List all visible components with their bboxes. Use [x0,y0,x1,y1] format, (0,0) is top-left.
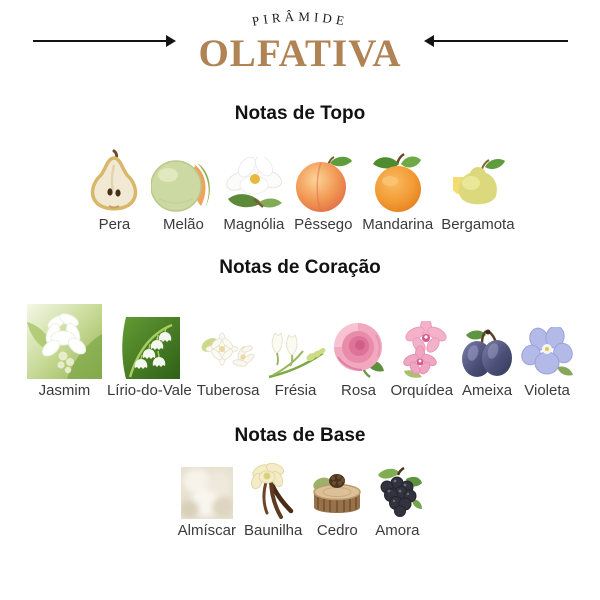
note-item-mandarina [362,145,433,235]
note-item-amora [372,463,422,541]
violet-icon [521,303,573,379]
note-item-orquidea [391,303,454,401]
mandarin-icon [369,145,427,213]
note-item-ameixa [458,303,516,401]
note-label: Tuberosa [196,382,260,399]
section-heading-top: Notas de Topo [234,103,366,124]
lily-of-the-valley-icon [118,303,180,379]
magnolia-icon [224,145,284,213]
pear-icon [85,145,143,213]
tuberose-icon [200,303,256,379]
arrow-head [424,35,434,47]
note-item-violeta [521,303,573,401]
svg-text:PIRÂMIDE [251,9,350,29]
note-item-melao [151,145,215,235]
eyebrow-text: PIRÂMIDE [250,8,350,29]
note-item-pera [85,145,143,235]
arrow-line [33,40,166,42]
bergamot-icon [449,145,507,213]
plum-icon [458,303,516,379]
note-label: Mandarina [362,216,434,233]
freesia-icon [265,303,327,379]
note-label: Pera [98,216,131,233]
note-item-lirio-do-vale [107,303,192,401]
blackberry-icon [372,463,422,519]
melon-icon [151,145,215,213]
orchid-icon [394,303,450,379]
note-label: Lírio-do-Vale [106,382,192,399]
section-heading-heart: Notas de Coração [219,257,381,278]
note-item-fresia [265,303,327,401]
base-notes-row [0,463,600,541]
heart-notes-row [0,303,600,401]
top-notes-row [0,145,600,235]
cedar-icon [310,463,364,519]
arrow-left-icon [424,35,568,47]
note-label: Amora [375,522,420,539]
note-label: Almíscar [177,522,236,539]
page-title: OLFATIVA [198,32,402,75]
jasmine-icon [27,303,102,379]
note-item-jasmim [27,303,102,401]
section-heading-base: Notas de Base [234,425,366,446]
note-label: Pêssego [294,216,353,233]
peach-icon [292,145,354,213]
arrow-head [166,35,176,47]
note-item-magnolia [223,145,284,235]
note-item-tuberosa [197,303,260,401]
note-item-bergamota [441,145,514,235]
rose-icon [332,303,386,379]
note-label: Bergamota [441,216,515,233]
note-item-almiscar [178,463,236,541]
note-item-cedro [310,463,364,541]
musk-icon [181,463,233,519]
arrow-line [434,40,568,42]
vanilla-icon [247,463,299,519]
arrow-right-icon [33,35,176,47]
note-label: Violeta [524,382,570,399]
note-item-pessego [292,145,354,235]
note-label: Cedro [316,522,358,539]
note-label: Ameixa [462,382,513,399]
note-label: Frésia [274,382,317,399]
note-label: Baunilha [243,522,303,539]
note-label: Melão [162,216,204,233]
note-item-rosa [332,303,386,401]
note-label: Magnólia [223,216,285,233]
note-label: Orquídea [390,382,454,399]
note-label: Rosa [341,382,377,399]
note-item-baunilha [244,463,302,541]
note-label: Jasmim [38,382,91,399]
